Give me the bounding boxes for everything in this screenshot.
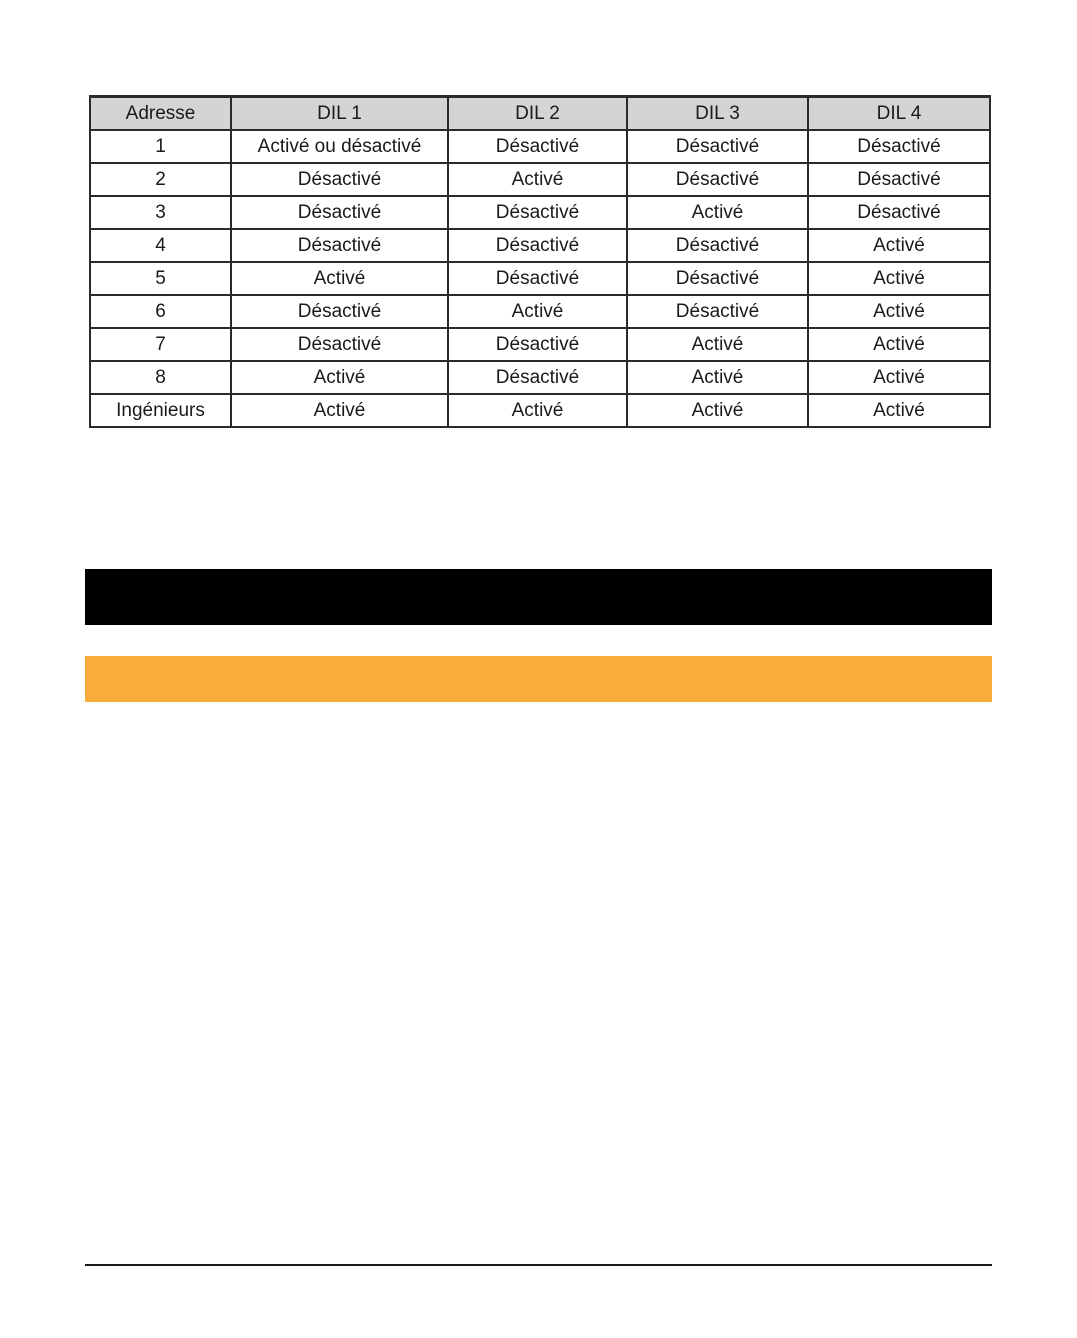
header-adresse: Adresse <box>90 97 231 131</box>
table-header <box>90 97 990 131</box>
cell-dil-3: Désactivé <box>627 130 808 163</box>
cell-adresse: 5 <box>90 262 231 295</box>
cell-dil-4: Activé <box>808 328 990 361</box>
cell-dil-2: Désactivé <box>448 328 627 361</box>
cell-adresse: 6 <box>90 295 231 328</box>
cell-adresse: 2 <box>90 163 231 196</box>
cell-adresse: 8 <box>90 361 231 394</box>
cell-adresse: 7 <box>90 328 231 361</box>
table-body <box>90 130 990 427</box>
cell-dil-2: Désactivé <box>448 130 627 163</box>
cell-dil-3: Activé <box>627 361 808 394</box>
cell-dil-1: Désactivé <box>231 295 448 328</box>
table-row <box>90 130 990 163</box>
cell-adresse: 3 <box>90 196 231 229</box>
table-row <box>90 361 990 394</box>
cell-adresse: Ingénieurs <box>90 394 231 427</box>
cell-dil-1: Désactivé <box>231 229 448 262</box>
header-dil-2: DIL 2 <box>448 97 627 131</box>
cell-dil-2: Activé <box>448 163 627 196</box>
header-dil-3: DIL 3 <box>627 97 808 131</box>
table-row <box>90 262 990 295</box>
table-row <box>90 229 990 262</box>
footer-divider <box>85 1264 992 1266</box>
cell-dil-2: Désactivé <box>448 262 627 295</box>
cell-dil-3: Désactivé <box>627 229 808 262</box>
cell-adresse: 4 <box>90 229 231 262</box>
cell-dil-2: Désactivé <box>448 229 627 262</box>
cell-dil-3: Désactivé <box>627 262 808 295</box>
cell-dil-3: Désactivé <box>627 163 808 196</box>
cell-dil-1: Activé <box>231 361 448 394</box>
cell-dil-2: Activé <box>448 394 627 427</box>
cell-dil-1: Activé ou désactivé <box>231 130 448 163</box>
cell-dil-4: Désactivé <box>808 130 990 163</box>
cell-dil-4: Activé <box>808 394 990 427</box>
cell-dil-2: Désactivé <box>448 361 627 394</box>
cell-dil-1: Désactivé <box>231 163 448 196</box>
cell-dil-4: Activé <box>808 229 990 262</box>
cell-dil-3: Activé <box>627 394 808 427</box>
dil-address-table <box>89 95 991 428</box>
section-subheading-bar <box>85 656 992 702</box>
cell-dil-1: Activé <box>231 262 448 295</box>
header-dil-1: DIL 1 <box>231 97 448 131</box>
cell-adresse: 1 <box>90 130 231 163</box>
cell-dil-1: Désactivé <box>231 196 448 229</box>
table-row <box>90 295 990 328</box>
table-row <box>90 163 990 196</box>
cell-dil-3: Désactivé <box>627 295 808 328</box>
header-dil-4: DIL 4 <box>808 97 990 131</box>
cell-dil-1: Désactivé <box>231 328 448 361</box>
cell-dil-4: Activé <box>808 295 990 328</box>
cell-dil-2: Désactivé <box>448 196 627 229</box>
cell-dil-3: Activé <box>627 196 808 229</box>
table-row <box>90 328 990 361</box>
cell-dil-4: Désactivé <box>808 163 990 196</box>
cell-dil-4: Désactivé <box>808 196 990 229</box>
cell-dil-4: Activé <box>808 262 990 295</box>
table-row <box>90 196 990 229</box>
cell-dil-3: Activé <box>627 328 808 361</box>
cell-dil-4: Activé <box>808 361 990 394</box>
table-row <box>90 394 990 427</box>
cell-dil-2: Activé <box>448 295 627 328</box>
header-row <box>90 97 990 131</box>
cell-dil-1: Activé <box>231 394 448 427</box>
section-heading-bar <box>85 569 992 625</box>
